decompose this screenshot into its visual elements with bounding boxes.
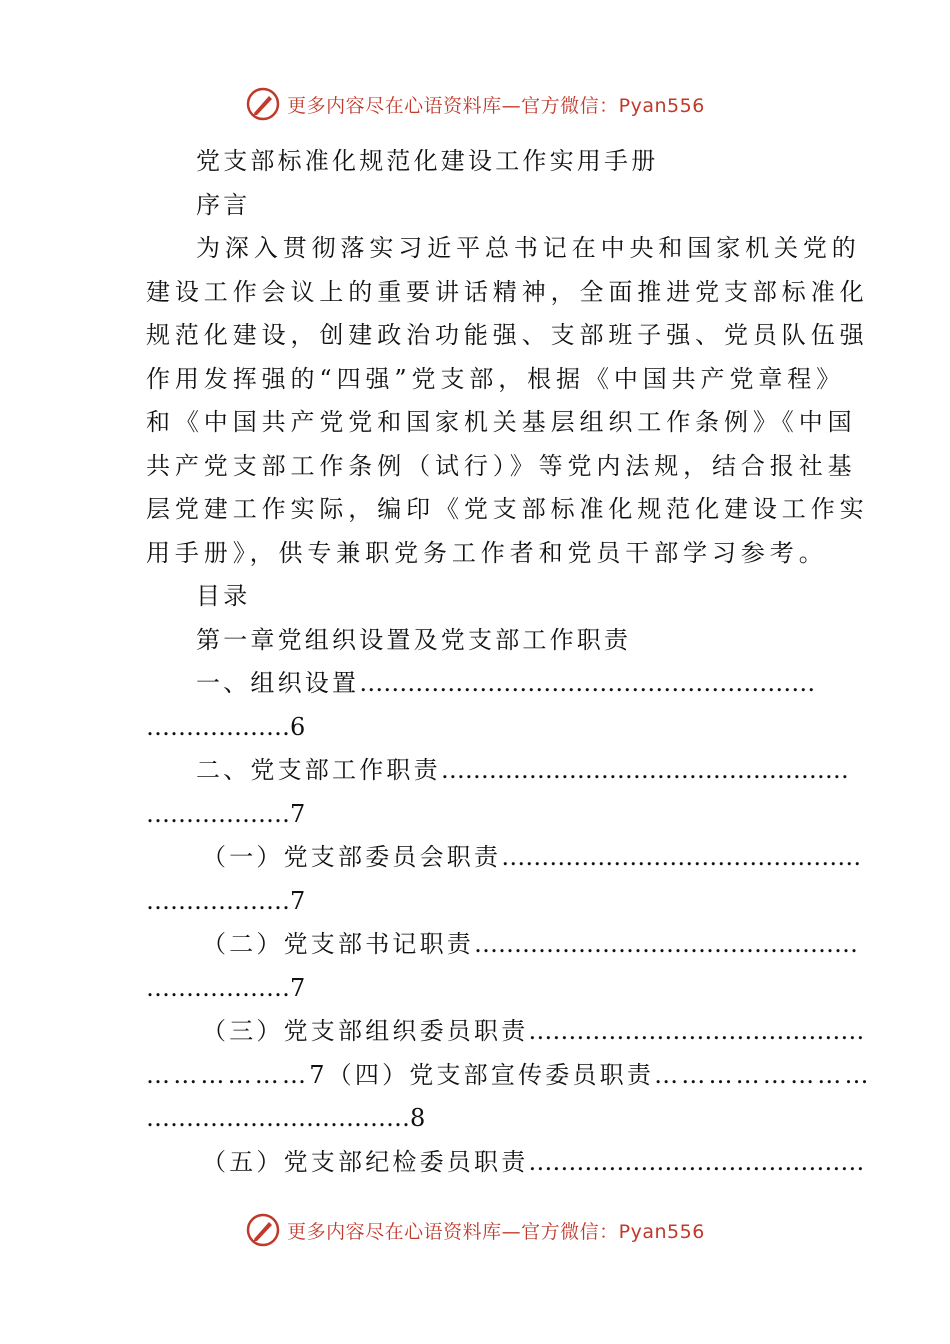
preface-line: 作用发挥强的“四强”党支部，根据《中国共产党章程》	[146, 364, 846, 393]
toc-chapter: 第一章党组织设置及党支部工作职责	[196, 625, 632, 654]
toc-page: ………………7	[146, 799, 306, 828]
document-title: 党支部标准化规范化建设工作实用手册	[196, 147, 659, 175]
toc-page: ………………7	[146, 886, 306, 915]
toc-entry[interactable]	[146, 749, 849, 793]
preface-heading: 序言	[196, 190, 251, 219]
toc-leader: …………………………………………………	[359, 669, 816, 697]
header-watermark	[0, 86, 950, 122]
preface-line: 用手册》，供专兼职党务工作者和党员干部学习参考。	[146, 538, 828, 567]
preface-line: 为深入贯彻落实习近平总书记在中央和国家机关党的	[196, 234, 861, 262]
toc-leader: ………………………………………	[501, 843, 862, 871]
toc-entry-label: 二、党支部工作职责	[196, 756, 441, 784]
document-body	[146, 140, 872, 1184]
toc-entry-label: （二）党支部书记职责	[202, 930, 474, 958]
preface-line: 和《中国共产党党和国家机关基层组织工作条例》《中国	[146, 408, 857, 436]
toc-leader: …………………………………………	[474, 930, 858, 958]
toc-entry-label: （五）党支部纪检委员职责	[202, 1147, 529, 1176]
preface-line: 建设工作会议上的重要讲话精神，全面推进党支部标准化	[146, 277, 869, 306]
toc-entry[interactable]	[146, 1141, 865, 1185]
preface-line: 规范化建设，创建政治功能强、支部班子强、党员队伍强	[146, 321, 869, 349]
toc-page: ………………7（四）党支部宣传委员职责……………………	[146, 1060, 872, 1089]
pen-logo-icon	[245, 86, 281, 122]
toc-entry[interactable]	[146, 836, 862, 880]
toc-entry-label: 一、组织设置	[196, 669, 360, 697]
toc-page: ………………6	[146, 712, 306, 741]
toc-leader: ……………………………………………	[440, 756, 849, 784]
watermark-text: 更多内容尽在心语资料库—官方微信：Pyan556	[287, 1220, 705, 1243]
toc-leader: ……………………………………	[528, 1147, 865, 1176]
toc-leader: ……………………………………	[528, 1017, 865, 1045]
toc-page: ……………………………8	[146, 1104, 426, 1132]
toc-entry-label: （三）党支部组织委员职责	[202, 1017, 529, 1045]
toc-heading: 目录	[196, 582, 251, 610]
pen-logo-icon	[245, 1212, 281, 1248]
preface-line: 共产党支部工作条例（试行）》等党内法规，结合报社基	[146, 451, 857, 480]
toc-entry-label: （一）党支部委员会职责	[202, 843, 502, 871]
watermark-text: 更多内容尽在心语资料库—官方微信：Pyan556	[287, 94, 705, 117]
toc-entry[interactable]	[146, 662, 816, 706]
toc-entry[interactable]	[146, 923, 858, 967]
toc-page: ………………7	[146, 973, 306, 1002]
toc-entry[interactable]	[146, 1010, 865, 1054]
footer-watermark	[0, 1212, 950, 1248]
preface-line: 层党建工作实际，编印《党支部标准化规范化建设工作实	[146, 495, 869, 523]
